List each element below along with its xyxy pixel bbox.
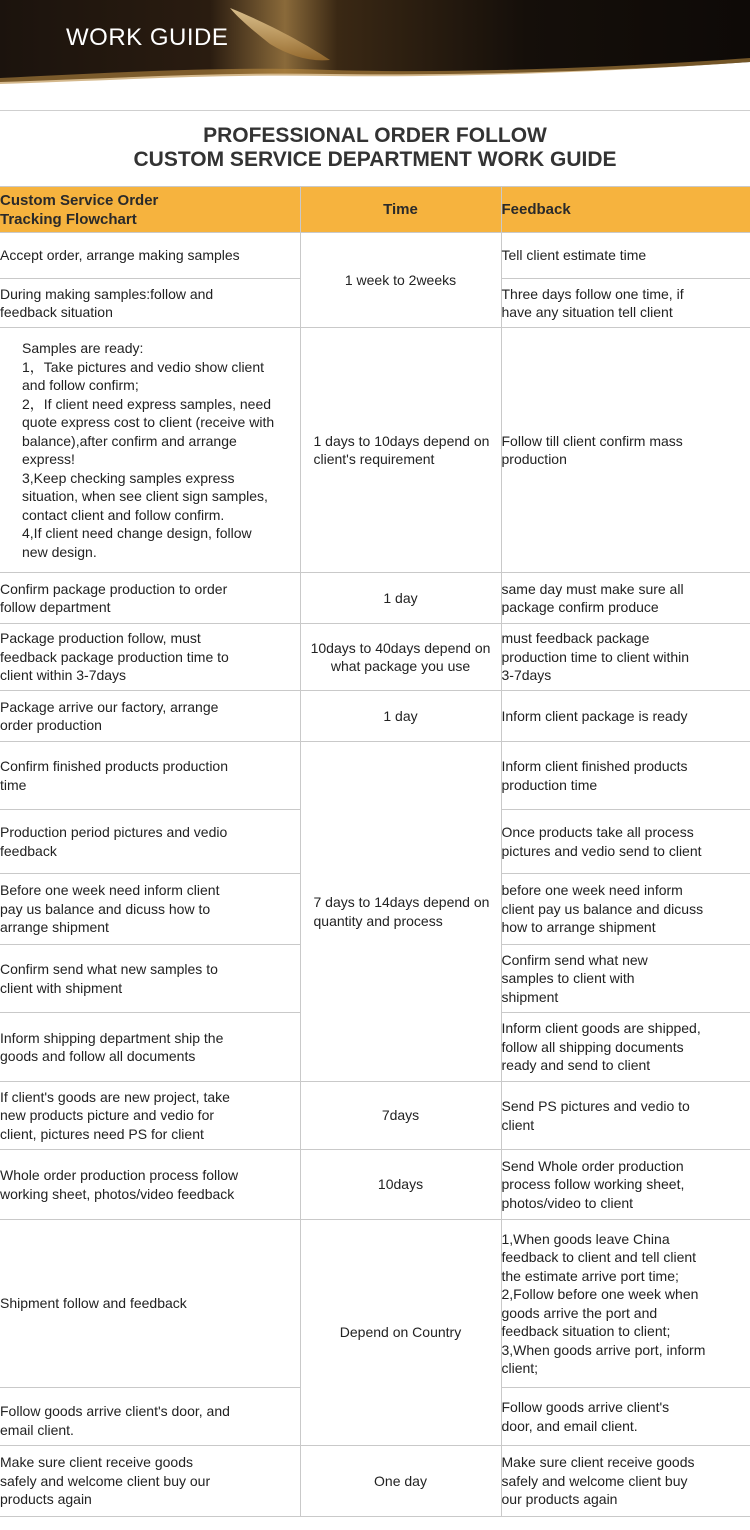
time-cell: 10days xyxy=(300,1150,501,1220)
time-cell: 7 days to 14days depend on quantity and process xyxy=(300,742,501,1082)
feedback-cell: must feedback package production time to client within 3-7days xyxy=(501,624,750,691)
time-cell: One day xyxy=(300,1446,501,1517)
work-guide-table xyxy=(0,186,750,1517)
table-row xyxy=(0,1220,750,1388)
step-cell: Before one week need inform client pay us balance and dicuss how to arrange shipment xyxy=(0,874,300,945)
table-row xyxy=(0,624,750,691)
banner-brush-graphic xyxy=(0,0,750,112)
table-row xyxy=(0,1446,750,1517)
step-cell: If client's goods are new project, take new products picture and vedio for client, pictures need PS for client xyxy=(0,1082,300,1150)
time-cell: 1 day xyxy=(300,573,501,624)
banner-title: WORK GUIDE xyxy=(66,24,229,51)
table-row xyxy=(0,573,750,624)
feedback-cell: Confirm send what new samples to client with shipment xyxy=(501,945,750,1013)
table-row xyxy=(0,1082,750,1150)
feedback-cell: Send Whole order production process follow working sheet, photos/video to client xyxy=(501,1150,750,1220)
feedback-cell: Inform client finished products production time xyxy=(501,742,750,810)
step-cell: During making samples:follow and feedback situation xyxy=(0,279,300,328)
feedback-cell: Three days follow one time, if have any situation tell client xyxy=(501,279,750,328)
header-banner xyxy=(0,0,750,112)
step-cell: Whole order production process follow working sheet, photos/video feedback xyxy=(0,1150,300,1220)
feedback-cell: Follow till client confirm mass production xyxy=(501,328,750,573)
step-cell: Confirm send what new samples to client with shipment xyxy=(0,945,300,1013)
table-row xyxy=(0,328,750,573)
step-cell: Confirm package production to order follow department xyxy=(0,573,300,624)
time-cell: 10days to 40days depend on what package you use xyxy=(300,624,501,691)
step-cell: Package arrive our factory, arrange order production xyxy=(0,691,300,742)
feedback-cell: 1,When goods leave China feedback to client and tell client the estimate arrive port time; 2,Follow before one week when goods arrive the port and feedback situation to client; 3,When goods arrive port, inform client; xyxy=(501,1220,750,1388)
header-flowchart: Custom Service Order Tracking Flowchart xyxy=(0,187,300,233)
time-cell: 1 week to 2weeks xyxy=(300,233,501,328)
step-cell: Follow goods arrive client's door, and email client. xyxy=(0,1388,300,1446)
feedback-cell: Once products take all process pictures and vedio send to client xyxy=(501,810,750,874)
table-header-row xyxy=(0,187,750,233)
document-title-line-2: CUSTOM SERVICE DEPARTMENT WORK GUIDE xyxy=(133,148,617,171)
time-cell: Depend on Country xyxy=(300,1220,501,1446)
step-cell: Accept order, arrange making samples xyxy=(0,233,300,279)
header-time: Time xyxy=(300,187,501,233)
step-cell: Production period pictures and vedio feedback xyxy=(0,810,300,874)
document-title xyxy=(0,124,750,172)
feedback-cell: same day must make sure all package confirm produce xyxy=(501,573,750,624)
table-row xyxy=(0,742,750,810)
time-cell: 1 day xyxy=(300,691,501,742)
step-cell: Make sure client receive goods safely and welcome client buy our products again xyxy=(0,1446,300,1517)
feedback-cell: Inform client package is ready xyxy=(501,691,750,742)
feedback-cell: Follow goods arrive client's door, and email client. xyxy=(501,1388,750,1446)
step-cell: Package production follow, must feedback package production time to client within 3-7days xyxy=(0,624,300,691)
feedback-cell: Inform client goods are shipped, follow all shipping documents ready and send to client xyxy=(501,1013,750,1082)
feedback-cell: Make sure client receive goods safely and welcome client buy our products again xyxy=(501,1446,750,1517)
header-feedback: Feedback xyxy=(501,187,750,233)
step-cell: Shipment follow and feedback xyxy=(0,1220,300,1388)
step-cell: Samples are ready: 1，Take pictures and vedio show client and follow confirm; 2，If client need express samples, need quote express cost to client (receive with balance),after confirm and arrange express! 3,Keep checking samples express situation, when see client sign samples, contact client and follow confirm. 4,If client need change design, follow new design. xyxy=(0,328,300,573)
feedback-cell: Send PS pictures and vedio to client xyxy=(501,1082,750,1150)
feedback-cell: before one week need inform client pay us balance and dicuss how to arrange shipment xyxy=(501,874,750,945)
step-cell: Inform shipping department ship the goods and follow all documents xyxy=(0,1013,300,1082)
time-cell: 7days xyxy=(300,1082,501,1150)
banner-divider xyxy=(0,110,750,111)
table-row xyxy=(0,691,750,742)
document-title-line-1: PROFESSIONAL ORDER FOLLOW xyxy=(203,124,547,147)
table-row xyxy=(0,1150,750,1220)
feedback-cell: Tell client estimate time xyxy=(501,233,750,279)
table-row xyxy=(0,233,750,279)
step-cell: Confirm finished products production time xyxy=(0,742,300,810)
time-cell: 1 days to 10days depend on client's requirement xyxy=(300,328,501,573)
